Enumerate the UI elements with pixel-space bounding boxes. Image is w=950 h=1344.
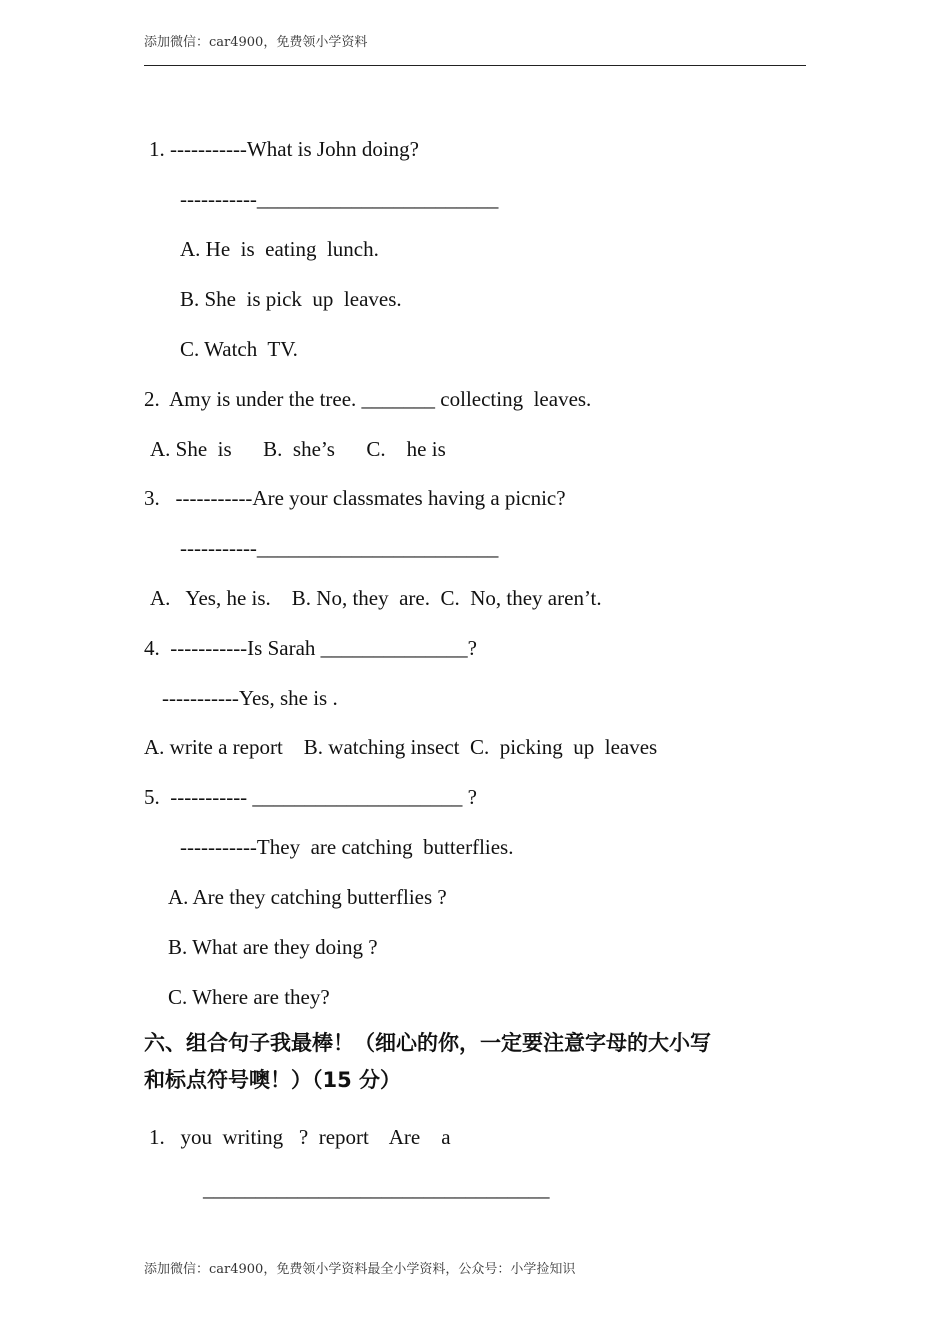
question-5-answer: -----------They are catching butterflies. [180,835,514,859]
question-5-option-c: C. Where are they? [168,985,330,1009]
question-1-option-c: C. Watch TV. [180,337,298,361]
question-4: 4. -----------Is Sarah ______________? [144,636,477,660]
question-1-answer-line: -----------_______________________ [180,187,499,211]
question-5: 5. ----------- ____________________ ? [144,785,477,809]
question-4-answer: -----------Yes, she is . [162,686,338,710]
question-5-option-b: B. What are they doing ? [168,935,378,959]
section-6-title-line-2: 和标点符号噢！）（15 分） [144,1068,402,1092]
page-footer: 添加微信：car4900，免费领小学资料最全小学资料，公众号：小学捡知识 [144,1262,576,1277]
section-6-item-1-answer-line: _________________________________ [203,1177,550,1201]
header-divider [144,65,806,66]
section-6-title-line-1: 六、组合句子我最棒！（细心的你，一定要注意字母的大小写 [144,1031,711,1055]
question-3-options: A. Yes, he is. B. No, they are. C. No, they aren’t. [150,586,602,610]
question-5-option-a: A. Are they catching butterflies ? [168,885,447,909]
section-6-item-1: 1. you writing ? report Are a [149,1125,451,1149]
question-1-option-a: A. He is eating lunch. [180,237,379,261]
question-2: 2. Amy is under the tree. _______ collecting leaves. [144,387,592,411]
question-3-answer-line: -----------_______________________ [180,536,499,560]
question-2-options: A. She is B. she’s C. he is [150,437,446,461]
page-header: 添加微信：car4900，免费领小学资料 [144,35,368,50]
question-1-option-b: B. She is pick up leaves. [180,287,402,311]
question-3: 3. -----------Are your classmates having a picnic? [144,486,566,510]
question-1: 1. -----------What is John doing? [149,137,419,161]
question-4-options: A. write a report B. watching insect C. picking up leaves [144,735,658,759]
